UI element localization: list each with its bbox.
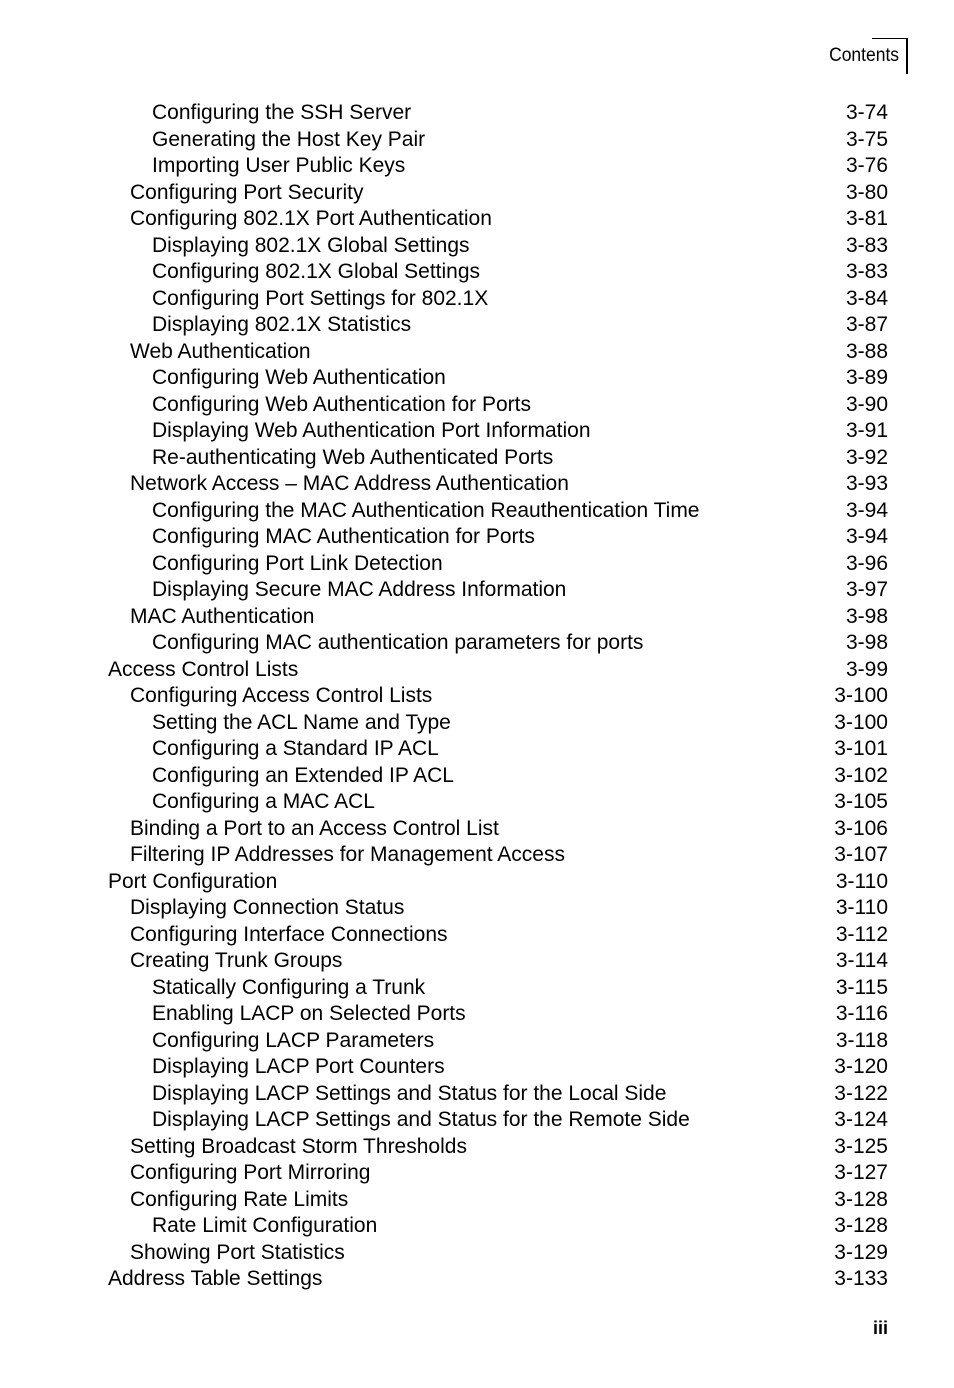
toc-entry-page: 3-127	[834, 1161, 888, 1184]
toc-entry-title: Configuring Web Authentication for Ports	[152, 392, 531, 416]
toc-entry-title: Enabling LACP on Selected Ports	[152, 1002, 466, 1025]
toc-entry[interactable]	[108, 683, 888, 710]
toc-entry-page: 3-105	[834, 790, 888, 813]
toc-entry-page: 3-106	[834, 816, 888, 840]
toc-entry-title: Configuring Port Mirroring	[130, 1161, 371, 1184]
toc-entry-title: Configuring MAC authentication parameters for ports	[152, 631, 644, 654]
toc-entry-page: 3-122	[834, 1081, 888, 1105]
toc-entry[interactable]	[108, 895, 888, 922]
toc-entry-title: Configuring an Extended IP ACL	[152, 763, 454, 787]
toc-entry[interactable]	[108, 842, 888, 869]
toc-entry-page: 3-114	[835, 949, 888, 972]
toc-entry-title: Configuring MAC Authentication for Ports	[152, 525, 535, 548]
toc-entry[interactable]	[108, 418, 888, 445]
toc-entry-title: Configuring Access Control Lists	[130, 684, 433, 707]
toc-entry[interactable]	[108, 392, 888, 419]
toc-entry[interactable]	[108, 763, 888, 790]
toc-entry[interactable]	[108, 1213, 888, 1240]
toc-entry[interactable]	[108, 365, 888, 392]
toc-entry-title: Binding a Port to an Access Control List	[130, 816, 499, 840]
toc-entry-title: Showing Port Statistics	[130, 1240, 345, 1264]
toc-entry-title: Configuring Port Settings for 802.1X	[152, 286, 489, 310]
toc-entry[interactable]	[108, 498, 888, 525]
toc-entry[interactable]	[108, 206, 888, 233]
toc-entry-title: Rate Limit Configuration	[152, 1214, 378, 1237]
toc-entry-title: Access Control Lists	[108, 657, 299, 681]
toc-entry[interactable]	[108, 524, 888, 551]
toc-entry[interactable]	[108, 1081, 888, 1108]
toc-entry[interactable]	[108, 1054, 888, 1081]
toc-entry[interactable]	[108, 1028, 888, 1055]
toc-entry-page: 3-80	[845, 180, 888, 204]
toc-entry-page: 3-115	[835, 975, 888, 999]
toc-entry-title: Port Configuration	[108, 869, 278, 893]
toc-entry-page: 3-100	[834, 684, 888, 707]
toc-entry-page: 3-75	[845, 127, 888, 151]
toc-entry-title: Configuring the MAC Authentication Reauthentication Time	[152, 498, 700, 522]
toc-entry-page: 3-98	[845, 631, 888, 654]
toc-entry-title: Configuring Web Authentication	[152, 366, 446, 389]
toc-entry-title: Displaying Secure MAC Address Information	[152, 578, 567, 601]
toc-entry-title: Creating Trunk Groups	[130, 949, 343, 972]
header-section-label: Contents	[829, 45, 899, 66]
toc-entry-page: 3-112	[835, 922, 888, 946]
toc-entry-title: Configuring 802.1X Port Authentication	[130, 207, 492, 230]
toc-entry-page: 3-94	[845, 525, 888, 548]
toc-entry-page: 3-94	[845, 498, 888, 522]
toc-entry-page: 3-90	[845, 392, 888, 416]
toc-entry-page: 3-124	[834, 1108, 888, 1131]
running-header	[823, 38, 908, 74]
toc-entry[interactable]	[108, 1187, 888, 1214]
toc-entry-title: Re-authenticating Web Authenticated Ports	[152, 445, 554, 469]
toc-entry[interactable]	[108, 1160, 888, 1187]
toc-entry-title: Configuring the SSH Server	[152, 101, 412, 124]
toc-entry[interactable]	[108, 975, 888, 1002]
table-of-contents	[108, 100, 888, 1293]
toc-entry-page: 3-120	[834, 1055, 888, 1078]
toc-entry-page: 3-84	[845, 286, 888, 310]
toc-entry-title: Filtering IP Addresses for Management Access	[130, 843, 565, 866]
toc-entry[interactable]	[108, 710, 888, 737]
toc-entry-title: Configuring a MAC ACL	[152, 790, 375, 813]
toc-entry[interactable]	[108, 233, 888, 260]
toc-entry-title: Web Authentication	[130, 339, 311, 363]
toc-entry-page: 3-118	[835, 1028, 888, 1052]
toc-entry[interactable]	[108, 339, 888, 366]
toc-entry-page: 3-100	[834, 710, 888, 734]
toc-entry-title: Network Access – MAC Address Authentication	[130, 472, 569, 495]
toc-entry[interactable]	[108, 869, 888, 896]
toc-entry-page: 3-110	[835, 896, 888, 919]
toc-entry[interactable]	[108, 312, 888, 339]
toc-entry[interactable]	[108, 657, 888, 684]
toc-entry-page: 3-128	[834, 1187, 888, 1211]
toc-entry-title: Displaying Connection Status	[130, 896, 405, 919]
toc-entry-title: MAC Authentication	[130, 604, 315, 628]
toc-entry-title: Configuring Port Security	[130, 180, 364, 204]
toc-entry[interactable]	[108, 286, 888, 313]
toc-entry[interactable]	[108, 127, 888, 154]
toc-entry[interactable]	[108, 736, 888, 763]
toc-entry-title: Address Table Settings	[108, 1267, 323, 1290]
toc-entry[interactable]	[108, 1266, 888, 1293]
toc-entry-page: 3-128	[834, 1214, 888, 1237]
toc-entry[interactable]	[108, 1107, 888, 1134]
toc-entry[interactable]	[108, 153, 888, 180]
toc-entry[interactable]	[108, 630, 888, 657]
toc-entry-page: 3-110	[835, 869, 888, 893]
toc-entry-page: 3-91	[845, 419, 888, 442]
toc-entry-page: 3-83	[845, 260, 888, 283]
toc-entry-page: 3-102	[834, 763, 888, 787]
toc-entry-page: 3-133	[834, 1267, 888, 1290]
toc-entry[interactable]	[108, 551, 888, 578]
toc-entry-title: Configuring Rate Limits	[130, 1187, 349, 1211]
toc-entry[interactable]	[108, 1240, 888, 1267]
toc-entry-title: Configuring a Standard IP ACL	[152, 737, 439, 760]
toc-entry[interactable]	[108, 789, 888, 816]
toc-entry[interactable]	[108, 1134, 888, 1161]
toc-entry-title: Displaying LACP Port Counters	[152, 1055, 445, 1078]
toc-entry-title: Statically Configuring a Trunk	[152, 975, 426, 999]
toc-entry[interactable]	[108, 180, 888, 207]
toc-entry-page: 3-88	[845, 339, 888, 363]
toc-entry[interactable]	[108, 604, 888, 631]
toc-entry-title: Displaying LACP Settings and Status for the Remote Side	[152, 1108, 690, 1131]
toc-entry[interactable]	[108, 922, 888, 949]
toc-entry-page: 3-89	[845, 366, 888, 389]
toc-entry[interactable]	[108, 1001, 888, 1028]
toc-entry-title: Displaying 802.1X Global Settings	[152, 233, 470, 257]
toc-entry[interactable]	[108, 100, 888, 127]
toc-entry-page: 3-96	[845, 551, 888, 575]
toc-entry[interactable]	[108, 816, 888, 843]
toc-entry[interactable]	[108, 577, 888, 604]
page-number: iii	[872, 1318, 888, 1338]
toc-entry-page: 3-107	[834, 843, 888, 866]
toc-entry-page: 3-129	[834, 1240, 888, 1264]
toc-entry[interactable]	[108, 445, 888, 472]
toc-entry-title: Setting Broadcast Storm Thresholds	[130, 1134, 467, 1158]
toc-entry[interactable]	[108, 259, 888, 286]
toc-entry-title: Displaying Web Authentication Port Information	[152, 419, 591, 442]
toc-entry-title: Displaying LACP Settings and Status for the Local Side	[152, 1081, 667, 1105]
toc-entry-page: 3-99	[845, 657, 888, 681]
toc-entry-page: 3-92	[845, 445, 888, 469]
toc-entry-page: 3-87	[845, 313, 888, 336]
toc-entry-title: Displaying 802.1X Statistics	[152, 313, 412, 336]
toc-entry[interactable]	[108, 948, 888, 975]
toc-entry-page: 3-81	[845, 207, 888, 230]
header-rule	[906, 38, 908, 74]
toc-entry-page: 3-97	[845, 578, 888, 601]
toc-entry-page: 3-98	[845, 604, 888, 628]
toc-entry-page: 3-93	[845, 472, 888, 495]
toc-entry-title: Configuring LACP Parameters	[152, 1028, 435, 1052]
toc-entry-page: 3-83	[845, 233, 888, 257]
toc-entry-title: Importing User Public Keys	[152, 154, 406, 177]
toc-entry-page: 3-76	[845, 154, 888, 177]
toc-entry-page: 3-125	[834, 1134, 888, 1158]
toc-entry-title: Configuring Interface Connections	[130, 922, 448, 946]
toc-entry-page: 3-101	[834, 737, 888, 760]
toc-entry-title: Setting the ACL Name and Type	[152, 710, 451, 734]
toc-entry-title: Generating the Host Key Pair	[152, 127, 426, 151]
toc-entry-title: Configuring Port Link Detection	[152, 551, 443, 575]
toc-entry[interactable]	[108, 471, 888, 498]
toc-entry-page: 3-116	[835, 1002, 888, 1025]
toc-entry-title: Configuring 802.1X Global Settings	[152, 260, 481, 283]
toc-entry-page: 3-74	[845, 101, 888, 124]
